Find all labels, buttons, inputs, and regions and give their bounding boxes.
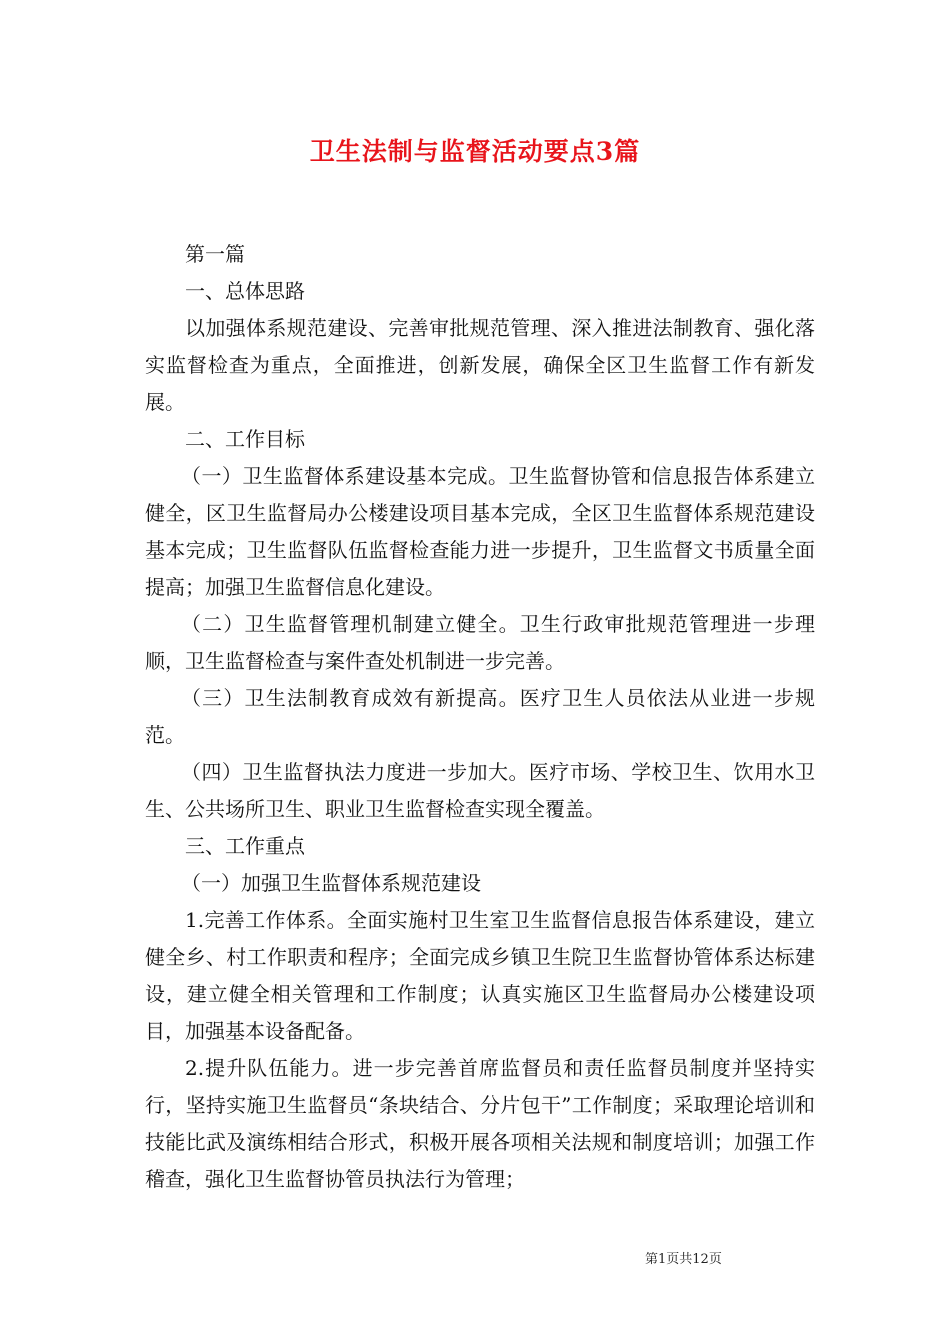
document-body — [145, 236, 815, 1198]
paragraph-goal-4: （四）卫生监督执法力度进一步加大。医疗市场、学校卫生、饮用水卫生、公共场所卫生、职业卫生监督检查实现全覆盖。 — [145, 760, 815, 821]
section-label: 第一篇 — [185, 242, 245, 266]
paragraph-goal-3: （三）卫生法制教育成效有新提高。医疗卫生人员依法从业进一步规范。 — [145, 686, 815, 747]
document-title: 卫生法制与监督活动要点3篇 — [309, 137, 641, 166]
paragraph-focus-item-2: 2.提升队伍能力。进一步完善首席监督员和责任监督员制度并坚持实行，坚持实施卫生监督员“条块结合、分片包干”工作制度；采取理论培训和技能比武及演练相结合形式，积极开展各项相关法规和制度培训；加强工作稽查，强化卫生监督协管员执法行为管理； — [145, 1056, 815, 1191]
paragraph-goal-1: （一）卫生监督体系建设基本完成。卫生监督协管和信息报告体系建立健全，区卫生监督局办公楼建设项目基本完成，全区卫生监督体系规范建设基本完成；卫生监督队伍监督检查能力进一步提升，卫生监督文书质量全面提高；加强卫生监督信息化建设。 — [145, 464, 815, 599]
paragraph-goal-2: （二）卫生监督管理机制建立健全。卫生行政审批规范管理进一步理顺，卫生监督检查与案件查处机制进一步完善。 — [145, 612, 815, 673]
heading-work-focus: 三、工作重点 — [185, 834, 305, 858]
heading-work-goals: 二、工作目标 — [185, 427, 305, 451]
paragraph-overall-approach: 以加强体系规范建设、完善审批规范管理、深入推进法制教育、强化落实监督检查为重点，全面推进，创新发展，确保全区卫生监督工作有新发展。 — [145, 316, 815, 414]
heading-overall-approach: 一、总体思路 — [185, 279, 305, 303]
page-number: 第1页共12页 — [645, 1252, 722, 1267]
subheading-focus-1: （一）加强卫生监督体系规范建设 — [181, 871, 481, 895]
paragraph-focus-item-1: 1.完善工作体系。全面实施村卫生室卫生监督信息报告体系建设，建立健全乡、村工作职责和程序；全面完成乡镇卫生院卫生监督协管体系达标建设，建立健全相关管理和工作制度；认真实施区卫生监督局办公楼建设项目，加强基本设备配备。 — [145, 908, 815, 1043]
